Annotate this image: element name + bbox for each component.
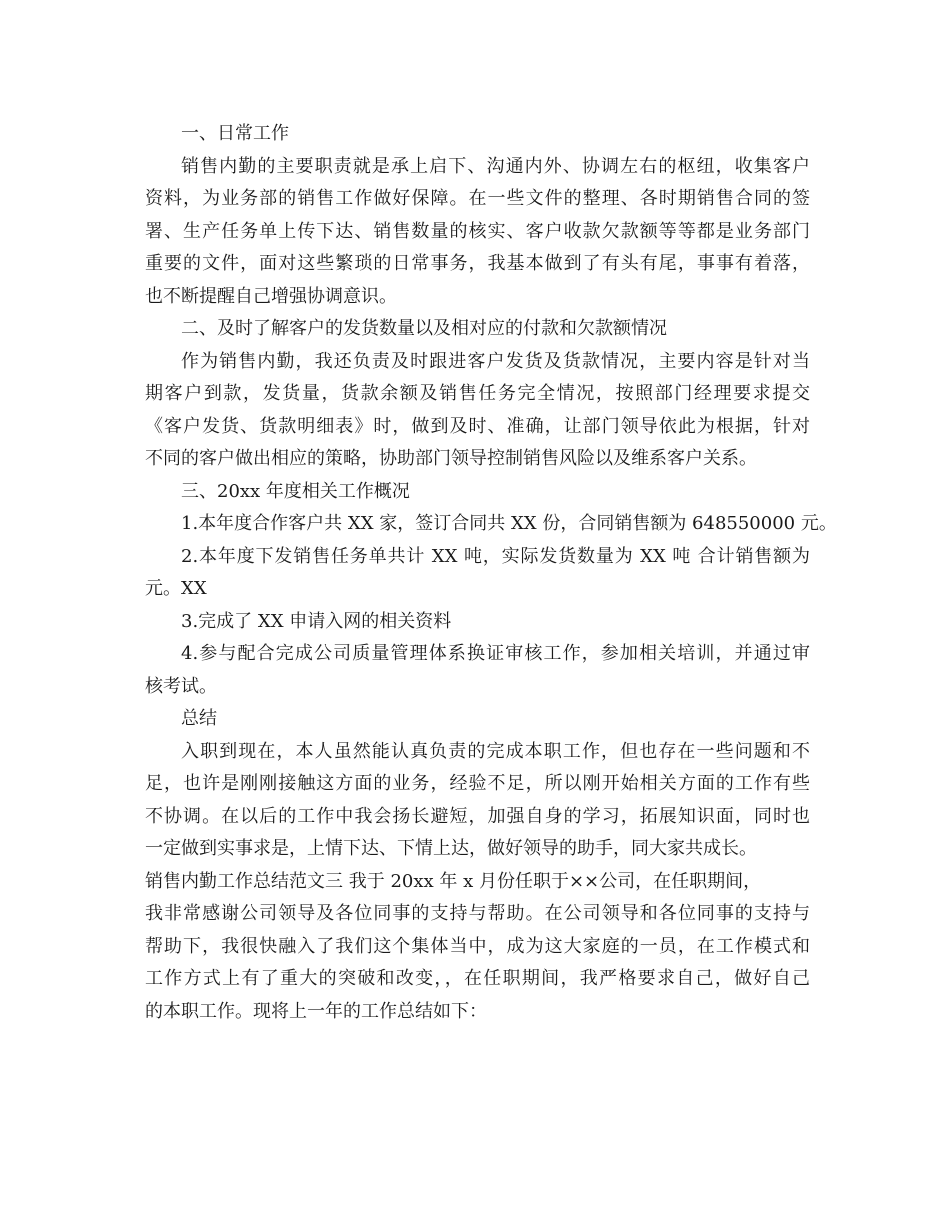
text-line: 的本职工作。现将上一年的工作总结如下： [145, 1000, 487, 1022]
text-line: 一、日常工作 [181, 123, 289, 144]
text-line: 总结 [181, 708, 217, 729]
text-line: 2.本年度下发销售任务单共计 XX 吨，实际发货数量为 XX 吨 合计销售额为 XX [181, 545, 810, 599]
text-line: 元。 [145, 578, 181, 599]
text-line: 三、20xx 年度相关工作概况 [181, 480, 410, 502]
text-line: 足，也许是刚刚接触这方面的业务，经验不足，所以刚开始相关方面的工作有些 [145, 773, 810, 794]
text-line: 重要的文件，面对这些繁琐的日常事务，我基本做到了有头有尾，事事有着落， [145, 253, 810, 274]
text-line: 核考试。 [145, 675, 217, 697]
text-line: 不协调。在以后的工作中我会扬长避短，加强自身的学习，拓展知识面，同时也 [145, 805, 810, 827]
text-line: 销售内勤工作总结范文三 我于 20xx 年 x 月份任职于××公司，在任职期间， [145, 870, 762, 892]
text-line: 我非常感谢公司领导及各位同事的支持与帮助。在公司领导和各位同事的支持与 [145, 903, 810, 924]
text-line: 4.参与配合完成公司质量管理体系换证审核工作，参加相关培训，并通过审 [181, 643, 810, 664]
text-line: 期客户到款，发货量，货款余额及销售任务完全情况，按照部门经理要求提交 [145, 383, 810, 404]
text-line: 《客户发货、货款明细表》时，做到及时、准确，让部门领导依此为根据，针对 [145, 415, 810, 437]
text-line: 署、生产任务单上传下达、销售数量的核实、客户收款欠款额等等都是业务部门 [145, 220, 810, 242]
text-line: 也不断提醒自己增强协调意识。 [145, 285, 397, 307]
text-line: 入职到现在，本人虽然能认真负责的完成本职工作，但也存在一些问题和不 [181, 740, 810, 762]
text-line: 一定做到实事求是，上情下达、下情上达，做好领导的助手，同大家共成长。 [145, 838, 757, 859]
text-line: 作为销售内勤，我还负责及时跟进客户发货及货款情况，主要内容是针对当 [181, 350, 810, 372]
text-line: 二、及时了解客户的发货数量以及相对应的付款和欠款额情况 [181, 318, 667, 339]
text-line: 3.完成了 XX 申请入网的相关资料 [181, 610, 452, 632]
text-line: 1.本年度合作客户共 XX 家，签订合同共 XX 份，合同销售额为 648550000 元。 [181, 513, 837, 534]
text-line: 资料，为业务部的销售工作做好保障。在一些文件的整理、各时期销售合同的签 [145, 188, 810, 209]
text-line: 帮助下，我很快融入了我们这个集体当中，成为这大家庭的一员，在工作模式和 [145, 935, 810, 957]
text-line: 工作方式上有了重大的突破和改变，，在任职期间，我严格要求自己，做好自己 [145, 968, 810, 989]
document-body [145, 118, 837, 1028]
text-line: 销售内勤的主要职责就是承上启下、沟通内外、协调左右的枢纽，收集客户 [181, 155, 810, 177]
text-line: 不同的客户做出相应的策略，协助部门领导控制销售风险以及维系客户关系。 [145, 448, 757, 469]
